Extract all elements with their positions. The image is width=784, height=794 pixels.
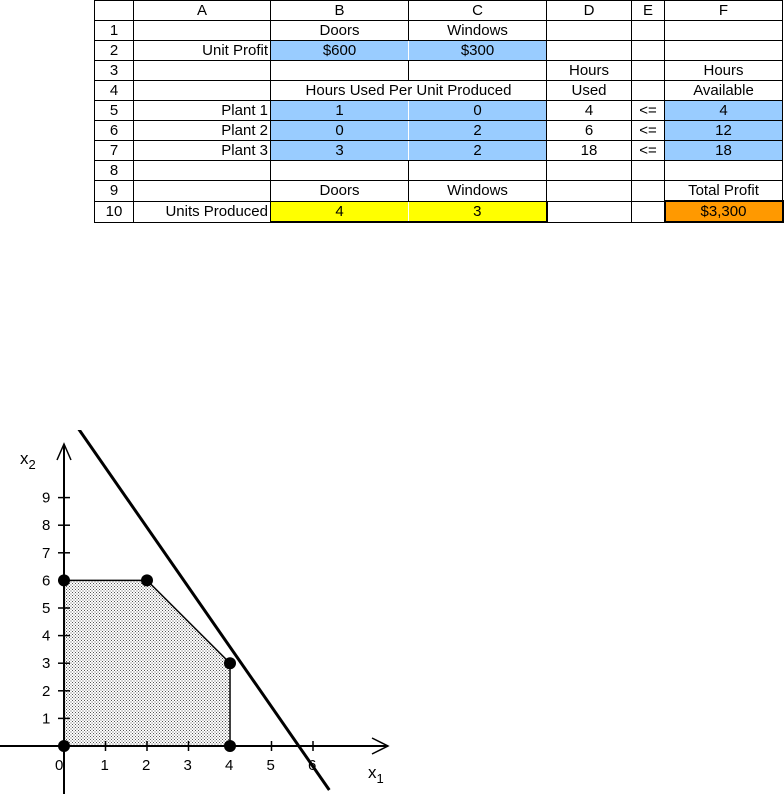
- cell-d2[interactable]: [547, 41, 632, 61]
- row-header[interactable]: 6: [95, 121, 134, 141]
- cell-a8[interactable]: [134, 161, 271, 181]
- x-axis-label: $x_1$: [368, 763, 384, 786]
- col-header-c[interactable]: C: [409, 1, 547, 21]
- sheet-row-2: [95, 41, 783, 61]
- x-tick-label: 5: [266, 757, 275, 774]
- cell-d8[interactable]: [547, 161, 632, 181]
- cell-d7[interactable]: 18: [547, 141, 632, 161]
- cell-f10[interactable]: $3,300: [665, 201, 783, 222]
- x-tick-label: 4: [225, 757, 234, 774]
- cell-a5[interactable]: Plant 1: [134, 101, 271, 121]
- cell-b1[interactable]: Doors: [271, 21, 409, 41]
- cell-a2[interactable]: Unit Profit: [134, 41, 271, 61]
- row-header[interactable]: 7: [95, 141, 134, 161]
- cell-a7[interactable]: Plant 3: [134, 141, 271, 161]
- cell-f6[interactable]: 12: [665, 121, 783, 141]
- row-header[interactable]: 2: [95, 41, 134, 61]
- x-tick-label: 3: [183, 757, 192, 774]
- x-tick-label: 0: [55, 757, 64, 774]
- y-tick-label: 1: [42, 710, 51, 728]
- cell-f5[interactable]: 4: [665, 101, 783, 121]
- cell-c3[interactable]: [409, 61, 547, 81]
- cell-f4[interactable]: Available: [665, 81, 783, 101]
- x-tick-label: 1: [100, 757, 109, 774]
- cell-e7[interactable]: <=: [632, 141, 665, 161]
- cell-f3[interactable]: Hours: [665, 61, 783, 81]
- cell-d10[interactable]: [547, 201, 632, 222]
- cell-e3[interactable]: [632, 61, 665, 81]
- cell-b9[interactable]: Doors: [271, 181, 409, 202]
- cell-f8[interactable]: [665, 161, 783, 181]
- cell-c5[interactable]: 0: [409, 101, 547, 121]
- sheet-row-5: [95, 101, 783, 121]
- cell-b10[interactable]: 4: [271, 201, 409, 222]
- row-header[interactable]: 4: [95, 81, 134, 101]
- feasible-region: [64, 580, 230, 746]
- col-header-d[interactable]: D: [547, 1, 632, 21]
- col-header-e[interactable]: E: [632, 1, 665, 21]
- corner-cell[interactable]: [95, 1, 134, 21]
- cell-e4[interactable]: [632, 81, 665, 101]
- row-header[interactable]: 3: [95, 61, 134, 81]
- row-header[interactable]: 8: [95, 161, 134, 181]
- corner-point: [58, 574, 70, 586]
- cell-a9[interactable]: [134, 181, 271, 202]
- sheet-row-1: [95, 21, 783, 41]
- x-tick-label: 2: [142, 757, 151, 774]
- cell-e8[interactable]: [632, 161, 665, 181]
- col-header-a[interactable]: A: [134, 1, 271, 21]
- sheet-row-3: [95, 61, 783, 81]
- cell-f7[interactable]: 18: [665, 141, 783, 161]
- sheet-row-4: [95, 81, 783, 101]
- cell-b5[interactable]: 1: [271, 101, 409, 121]
- y-tick-label: 4: [42, 627, 51, 645]
- col-header-b[interactable]: B: [271, 1, 409, 21]
- cell-b3[interactable]: [271, 61, 409, 81]
- cell-f1[interactable]: [665, 21, 783, 41]
- corner-point: [141, 574, 153, 586]
- cell-b2[interactable]: $600: [271, 41, 409, 61]
- sheet-row-6: [95, 121, 783, 141]
- sheet-row-9: [95, 181, 783, 202]
- column-header-row: [95, 1, 783, 21]
- spreadsheet: [94, 0, 784, 223]
- cell-f9[interactable]: Total Profit: [665, 181, 783, 202]
- cell-b6[interactable]: 0: [271, 121, 409, 141]
- cell-c10[interactable]: 3: [409, 201, 547, 222]
- cell-d1[interactable]: [547, 21, 632, 41]
- cell-e5[interactable]: <=: [632, 101, 665, 121]
- col-header-f[interactable]: F: [665, 1, 783, 21]
- corner-point: [224, 657, 236, 669]
- sheet-row-10: [95, 201, 783, 222]
- cell-e9[interactable]: [632, 181, 665, 202]
- x-tick-label: 6: [308, 757, 317, 774]
- cell-e1[interactable]: [632, 21, 665, 41]
- y-tick-label: 5: [42, 600, 51, 617]
- y-tick-label: 3: [42, 655, 51, 673]
- feasible-region-layer: [64, 580, 230, 746]
- cell-c8[interactable]: [409, 161, 547, 181]
- y-tick-label: 6: [42, 572, 51, 590]
- sheet-row-7: [95, 141, 783, 161]
- cell-d3[interactable]: Hours: [547, 61, 632, 81]
- cell-e10[interactable]: [632, 201, 665, 222]
- cell-a10[interactable]: Units Produced: [134, 201, 271, 222]
- row-header[interactable]: 5: [95, 101, 134, 121]
- cell-a4[interactable]: [134, 81, 271, 101]
- cell-b7[interactable]: 3: [271, 141, 409, 161]
- cell-c1[interactable]: Windows: [409, 21, 547, 41]
- row-header[interactable]: 10: [95, 201, 134, 222]
- cell-d5[interactable]: 4: [547, 101, 632, 121]
- cell-d4[interactable]: Used: [547, 81, 632, 101]
- y-axis-label: $x_2$: [20, 449, 36, 472]
- y-tick-label: 8: [42, 517, 51, 535]
- cell-a3[interactable]: [134, 61, 271, 81]
- cell-e6[interactable]: <=: [632, 121, 665, 141]
- cell-a6[interactable]: Plant 2: [134, 121, 271, 141]
- row-header[interactable]: 9: [95, 181, 134, 202]
- cell-f2[interactable]: [665, 41, 783, 61]
- corner-point: [224, 740, 236, 752]
- feasible-region-graph: [0, 430, 400, 794]
- corner-point: [58, 740, 70, 752]
- sheet-row-8: [95, 161, 783, 181]
- y-tick-label: 9: [42, 489, 51, 507]
- cell-a1[interactable]: [134, 21, 271, 41]
- cell-b8[interactable]: [271, 161, 409, 181]
- cell-b4-c4[interactable]: Hours Used Per Unit Produced: [271, 81, 547, 101]
- cell-e2[interactable]: [632, 41, 665, 61]
- cell-c2[interactable]: $300: [409, 41, 547, 61]
- y-tick-label: 2: [42, 682, 51, 700]
- row-header[interactable]: 1: [95, 21, 134, 41]
- cell-c7[interactable]: 2: [409, 141, 547, 161]
- cell-c6[interactable]: 2: [409, 121, 547, 141]
- y-tick-label: 7: [42, 544, 51, 562]
- cell-c9[interactable]: Windows: [409, 181, 547, 202]
- cell-d6[interactable]: 6: [547, 121, 632, 141]
- cell-d9[interactable]: [547, 181, 632, 202]
